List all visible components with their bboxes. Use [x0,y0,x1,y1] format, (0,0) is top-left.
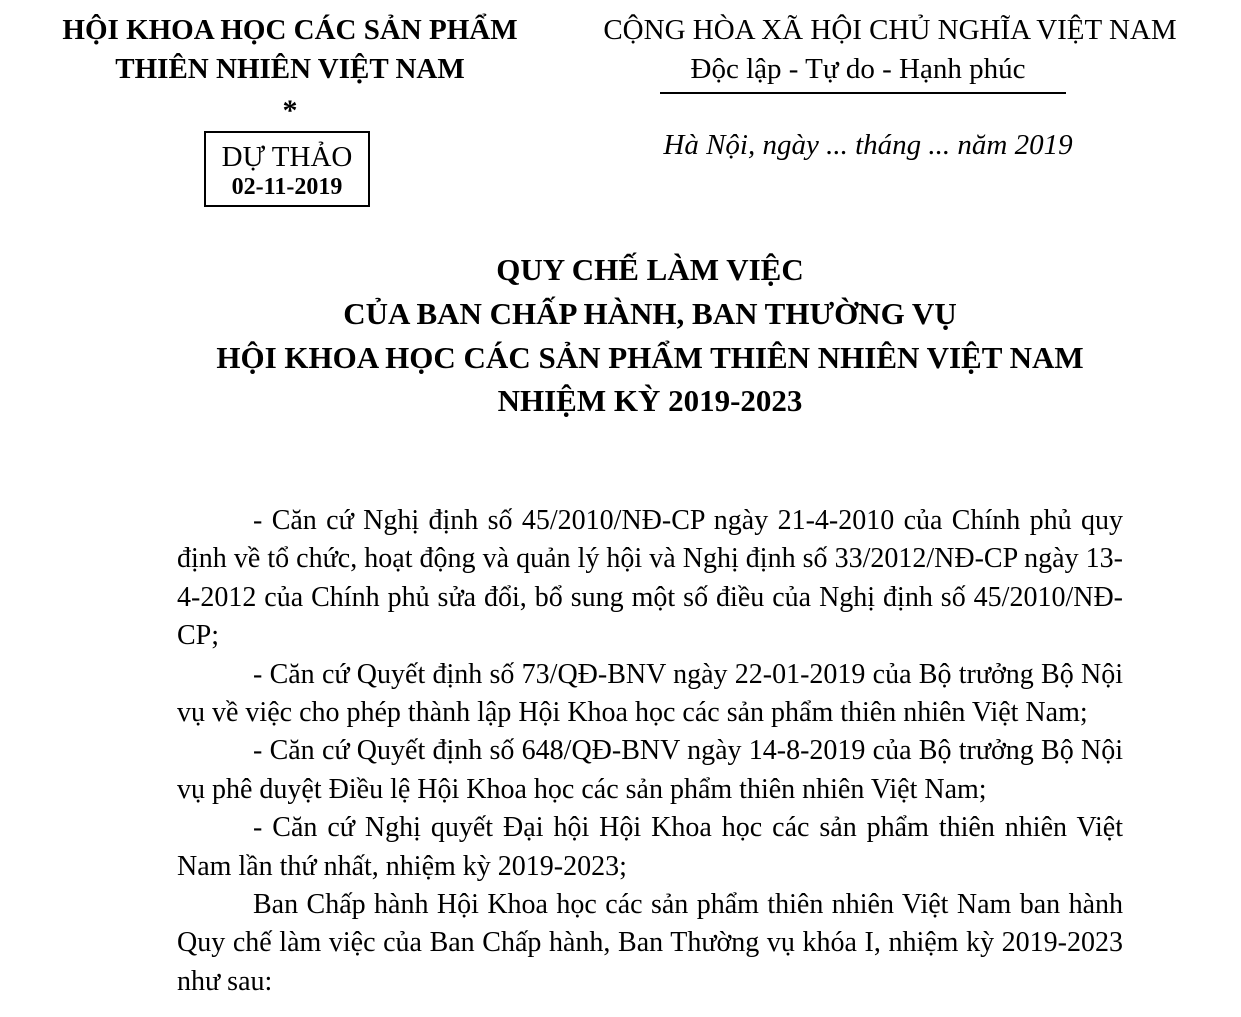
draft-label: DỰ THẢO [221,141,353,173]
document-title-line-4: NHIỆM KỲ 2019-2023 [497,383,803,418]
draft-stamp-box [204,131,370,207]
body-paragraph: - Căn cứ Quyết định số 648/QĐ-BNV ngày 14-8-2019 của Bộ trưởng Bộ Nội vụ phê duyệt Điều lệ Hội Khoa học các sản phẩm thiên nhiên Việt Nam; [177,735,1123,805]
motto-underline [660,92,1066,94]
body-paragraph: - Căn cứ Quyết định số 73/QĐ-BNV ngày 22-01-2019 của Bộ trưởng Bộ Nội vụ về việc cho phép thành lập Hội Khoa học các sản phẩm thiên nhiên Việt Nam; [177,658,1123,729]
organization-name-line-1: HỘI KHOA HỌC CÁC SẢN PHẨM [62,14,518,46]
national-title: CỘNG HÒA XÃ HỘI CHỦ NGHĨA VIỆT NAM [603,14,1177,46]
organization-name-line-2: THIÊN NHIÊN VIỆT NAM [115,53,465,85]
document-title-line-1: QUY CHẾ LÀM VIỆC [496,252,804,287]
national-motto: Độc lập - Tự do - Hạnh phúc [690,53,1026,85]
header-star: * [282,94,298,127]
place-and-date: Hà Nội, ngày ... tháng ... năm 2019 [663,129,1073,161]
body-paragraph: - Căn cứ Nghị quyết Đại hội Hội Khoa học các sản phẩm thiên nhiên Việt Nam lần thứ nhất, nhiệm kỳ 2019-2023; [177,812,1123,882]
draft-date: 02-11-2019 [231,174,343,200]
document-title-line-3: HỘI KHOA HỌC CÁC SẢN PHẨM THIÊN NHIÊN VIỆT NAM [216,340,1084,375]
document-body [177,502,1123,1001]
document-title-line-2: CỦA BAN CHẤP HÀNH, BAN THƯỜNG VỤ [343,296,957,331]
body-paragraph: - Căn cứ Nghị định số 45/2010/NĐ-CP ngày 21-4-2010 của Chính phủ quy định về tổ chức, hoạt động và quản lý hội và Nghị định số 33/2012/NĐ-CP ngày 13-4-2012 của Chính phủ sửa đổi, bổ sung một số điều của Nghị định số 45/2010/NĐ-CP; [177,505,1123,652]
body-paragraph: Ban Chấp hành Hội Khoa học các sản phẩm thiên nhiên Việt Nam ban hành Quy chế làm việc của Ban Chấp hành, Ban Thường vụ khóa I, nhiệm kỳ 2019-2023 như sau: [177,889,1123,997]
